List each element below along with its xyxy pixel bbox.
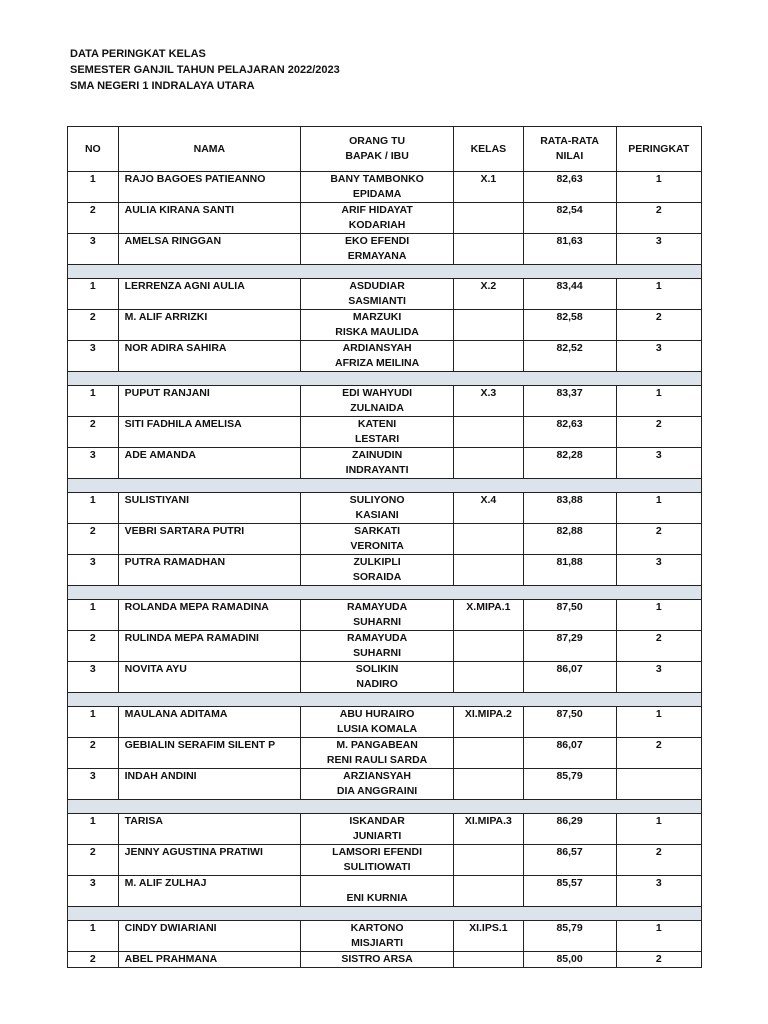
cell-no: 2 — [68, 952, 119, 968]
cell-ibu: DIA ANGGRAINI — [336, 785, 418, 797]
cell-peringkat: 2 — [616, 203, 702, 234]
header-no: NO — [68, 127, 119, 172]
cell-orang-tua — [301, 524, 454, 555]
table-row — [68, 631, 702, 662]
cell-bapak: RAMAYUDA — [346, 632, 408, 644]
cell-bapak: ISKANDAR — [349, 815, 405, 827]
cell-bapak: ZULKIPLI — [353, 556, 401, 568]
header-kelas: KELAS — [454, 127, 524, 172]
table-row — [68, 555, 702, 586]
cell-rata-rata: 82,63 — [523, 172, 616, 203]
cell-nama: ROLANDA MEPA RAMADINA — [118, 600, 300, 631]
cell-orang-tua — [301, 386, 454, 417]
cell-bapak: BANY TAMBONKO — [330, 173, 424, 185]
cell-peringkat: 2 — [616, 952, 702, 968]
table-row — [68, 203, 702, 234]
cell-no: 2 — [68, 845, 119, 876]
cell-peringkat: 2 — [616, 524, 702, 555]
cell-nama: RULINDA MEPA RAMADINI — [118, 631, 300, 662]
cell-rata-rata: 86,07 — [523, 738, 616, 769]
cell-no: 1 — [68, 386, 119, 417]
cell-ibu: KASIANI — [355, 509, 399, 521]
cell-nama: NOVITA AYU — [118, 662, 300, 693]
cell-rata-rata: 82,88 — [523, 524, 616, 555]
cell-bapak: SULIYONO — [349, 494, 405, 506]
cell-nama: LERRENZA AGNI AULIA — [118, 279, 300, 310]
ranking-table — [67, 126, 702, 968]
cell-nama: GEBIALIN SERAFIM SILENT P — [118, 738, 300, 769]
cell-ibu: SUHARNI — [353, 616, 401, 628]
cell-orang-tua — [301, 845, 454, 876]
cell-ibu: ZULNAIDA — [350, 402, 404, 414]
header-rata-line1: RATA-RATA — [540, 135, 599, 147]
cell-nama: VEBRI SARTARA PUTRI — [118, 524, 300, 555]
cell-nama: AMELSA RINGGAN — [118, 234, 300, 265]
cell-peringkat: 3 — [616, 234, 702, 265]
table-row — [68, 448, 702, 479]
cell-orang-tua — [301, 600, 454, 631]
cell-peringkat: 1 — [616, 814, 702, 845]
cell-bapak: KATENI — [357, 418, 397, 430]
cell-kelas — [454, 769, 524, 800]
cell-no: 2 — [68, 310, 119, 341]
header-nama: NAMA — [118, 127, 300, 172]
cell-no: 1 — [68, 279, 119, 310]
cell-rata-rata: 83,44 — [523, 279, 616, 310]
table-row — [68, 417, 702, 448]
cell-no: 2 — [68, 524, 119, 555]
cell-peringkat: 3 — [616, 555, 702, 586]
cell-kelas — [454, 310, 524, 341]
table-row — [68, 341, 702, 372]
cell-peringkat: 1 — [616, 386, 702, 417]
header-rata-rata — [523, 127, 616, 172]
cell-no: 1 — [68, 172, 119, 203]
table-row — [68, 707, 702, 738]
cell-orang-tua — [301, 172, 454, 203]
cell-ibu: LESTARI — [355, 433, 400, 445]
cell-nama: PUPUT RANJANI — [118, 386, 300, 417]
header-peringkat: PERINGKAT — [616, 127, 702, 172]
group-separator — [68, 800, 702, 814]
table-row — [68, 952, 702, 968]
cell-no: 2 — [68, 738, 119, 769]
cell-nama: ADE AMANDA — [118, 448, 300, 479]
cell-kelas: XI.MIPA.3 — [454, 814, 524, 845]
cell-kelas — [454, 876, 524, 907]
cell-kelas — [454, 448, 524, 479]
cell-kelas: X.1 — [454, 172, 524, 203]
header-orang-tua-line2: BAPAK / IBU — [345, 150, 409, 162]
cell-kelas: XI.MIPA.2 — [454, 707, 524, 738]
cell-nama: PUTRA RAMADHAN — [118, 555, 300, 586]
group-separator — [68, 372, 702, 386]
cell-rata-rata: 83,37 — [523, 386, 616, 417]
separator-cell — [68, 265, 702, 279]
cell-peringkat: 3 — [616, 341, 702, 372]
table-header-row — [68, 127, 702, 172]
cell-nama: ABEL PRAHMANA — [118, 952, 300, 968]
cell-kelas — [454, 234, 524, 265]
cell-orang-tua — [301, 631, 454, 662]
cell-ibu: MISJIARTI — [351, 937, 404, 949]
cell-orang-tua — [301, 493, 454, 524]
cell-peringkat: 2 — [616, 845, 702, 876]
cell-bapak: RAMAYUDA — [346, 601, 408, 613]
cell-no: 3 — [68, 555, 119, 586]
cell-kelas: X.3 — [454, 386, 524, 417]
cell-orang-tua — [301, 738, 454, 769]
cell-no: 2 — [68, 417, 119, 448]
cell-ibu: SORAIDA — [352, 571, 402, 583]
cell-ibu: RENI RAULI SARDA — [326, 754, 428, 766]
cell-ibu: SULITIOWATI — [343, 861, 411, 873]
cell-rata-rata: 85,57 — [523, 876, 616, 907]
cell-kelas — [454, 952, 524, 968]
cell-nama: JENNY AGUSTINA PRATIWI — [118, 845, 300, 876]
cell-bapak: EKO EFENDI — [344, 235, 410, 247]
separator-cell — [68, 586, 702, 600]
cell-bapak: ARDIANSYAH — [342, 342, 412, 354]
cell-ibu: SUHARNI — [353, 647, 401, 659]
table-row — [68, 493, 702, 524]
cell-kelas — [454, 738, 524, 769]
cell-ibu: SASMIANTI — [348, 295, 406, 307]
table-row — [68, 234, 702, 265]
cell-rata-rata: 85,79 — [523, 921, 616, 952]
cell-no: 3 — [68, 234, 119, 265]
cell-orang-tua — [301, 341, 454, 372]
cell-rata-rata: 81,88 — [523, 555, 616, 586]
cell-rata-rata: 85,79 — [523, 769, 616, 800]
table-row — [68, 662, 702, 693]
table-row — [68, 738, 702, 769]
cell-kelas — [454, 417, 524, 448]
cell-nama: RAJO BAGOES PATIEANNO — [118, 172, 300, 203]
group-separator — [68, 479, 702, 493]
cell-no: 1 — [68, 600, 119, 631]
cell-no: 3 — [68, 769, 119, 800]
cell-ibu: ENI KURNIA — [346, 892, 408, 904]
cell-ibu: ERMAYANA — [347, 250, 407, 262]
cell-bapak: KARTONO — [350, 922, 404, 934]
cell-rata-rata: 82,58 — [523, 310, 616, 341]
document-header — [70, 46, 340, 94]
table-row — [68, 310, 702, 341]
cell-ibu: JUNIARTI — [352, 830, 402, 842]
cell-peringkat — [616, 769, 702, 800]
cell-nama: INDAH ANDINI — [118, 769, 300, 800]
cell-no: 1 — [68, 493, 119, 524]
cell-nama: M. ALIF ZULHAJ — [118, 876, 300, 907]
cell-ibu: RISKA MAULIDA — [335, 326, 419, 338]
header-orang-tua — [301, 127, 454, 172]
header-school: SMA NEGERI 1 INDRALAYA UTARA — [70, 80, 255, 92]
cell-orang-tua — [301, 707, 454, 738]
cell-kelas — [454, 341, 524, 372]
cell-kelas — [454, 203, 524, 234]
group-separator — [68, 693, 702, 707]
cell-kelas: X.2 — [454, 279, 524, 310]
cell-nama: AULIA KIRANA SANTI — [118, 203, 300, 234]
cell-peringkat: 3 — [616, 448, 702, 479]
cell-rata-rata: 86,29 — [523, 814, 616, 845]
cell-ibu: EPIDAMA — [352, 188, 402, 200]
cell-peringkat: 2 — [616, 417, 702, 448]
cell-bapak: LAMSORI EFENDI — [332, 846, 422, 858]
cell-kelas — [454, 555, 524, 586]
table-row — [68, 814, 702, 845]
table-row — [68, 845, 702, 876]
table-body — [68, 172, 702, 968]
cell-orang-tua — [301, 448, 454, 479]
cell-kelas: XI.IPS.1 — [454, 921, 524, 952]
cell-rata-rata: 82,54 — [523, 203, 616, 234]
cell-rata-rata: 82,63 — [523, 417, 616, 448]
cell-peringkat: 3 — [616, 876, 702, 907]
header-title: DATA PERINGKAT KELAS — [70, 48, 206, 60]
cell-bapak: ZAINUDIN — [352, 449, 403, 461]
table-row — [68, 769, 702, 800]
cell-nama: M. ALIF ARRIZKI — [118, 310, 300, 341]
table-row — [68, 172, 702, 203]
cell-kelas — [454, 631, 524, 662]
cell-rata-rata: 87,50 — [523, 707, 616, 738]
group-separator — [68, 907, 702, 921]
cell-bapak: SOLIKIN — [355, 663, 399, 675]
group-separator — [68, 586, 702, 600]
cell-peringkat: 1 — [616, 921, 702, 952]
cell-ibu: VERONITA — [350, 540, 404, 552]
table-row — [68, 524, 702, 555]
header-rata-line2: NILAI — [555, 150, 584, 162]
cell-rata-rata: 86,57 — [523, 845, 616, 876]
cell-nama: MAULANA ADITAMA — [118, 707, 300, 738]
cell-no: 2 — [68, 631, 119, 662]
cell-ibu: NADIRO — [356, 678, 398, 690]
cell-orang-tua — [301, 417, 454, 448]
cell-peringkat: 2 — [616, 738, 702, 769]
cell-rata-rata: 82,52 — [523, 341, 616, 372]
cell-orang-tua — [301, 203, 454, 234]
cell-no: 3 — [68, 448, 119, 479]
cell-bapak: SARKATI — [354, 525, 401, 537]
cell-rata-rata: 81,63 — [523, 234, 616, 265]
cell-ibu: AFRIZA MEILINA — [334, 357, 420, 369]
table-row — [68, 921, 702, 952]
cell-no: 1 — [68, 921, 119, 952]
cell-no: 3 — [68, 341, 119, 372]
cell-kelas — [454, 662, 524, 693]
cell-kelas — [454, 845, 524, 876]
cell-peringkat: 1 — [616, 172, 702, 203]
cell-rata-rata: 87,29 — [523, 631, 616, 662]
separator-cell — [68, 800, 702, 814]
table-row — [68, 600, 702, 631]
cell-nama: TARISA — [118, 814, 300, 845]
table-row — [68, 386, 702, 417]
cell-no: 3 — [68, 876, 119, 907]
separator-cell — [68, 479, 702, 493]
cell-rata-rata: 87,50 — [523, 600, 616, 631]
cell-rata-rata: 83,88 — [523, 493, 616, 524]
cell-bapak: EDI WAHYUDI — [342, 387, 413, 399]
cell-bapak: SISTRO ARSA — [341, 953, 413, 965]
cell-peringkat: 2 — [616, 631, 702, 662]
cell-no: 2 — [68, 203, 119, 234]
cell-peringkat: 1 — [616, 600, 702, 631]
cell-orang-tua — [301, 769, 454, 800]
cell-nama: SITI FADHILA AMELISA — [118, 417, 300, 448]
cell-no: 3 — [68, 662, 119, 693]
cell-kelas: X.MIPA.1 — [454, 600, 524, 631]
table-row — [68, 876, 702, 907]
cell-bapak: ABU HURAIRO — [339, 708, 415, 720]
cell-orang-tua — [301, 814, 454, 845]
cell-nama: NOR ADIRA SAHIRA — [118, 341, 300, 372]
cell-orang-tua — [301, 234, 454, 265]
cell-peringkat: 3 — [616, 662, 702, 693]
header-semester: SEMESTER GANJIL TAHUN PELAJARAN 2022/2023 — [70, 64, 340, 76]
cell-orang-tua — [301, 662, 454, 693]
cell-orang-tua — [301, 921, 454, 952]
cell-nama: CINDY DWIARIANI — [118, 921, 300, 952]
cell-rata-rata: 86,07 — [523, 662, 616, 693]
cell-no: 1 — [68, 707, 119, 738]
cell-orang-tua — [301, 310, 454, 341]
cell-nama: SULISTIYANI — [118, 493, 300, 524]
group-separator — [68, 265, 702, 279]
cell-ibu: KODARIAH — [348, 219, 406, 231]
cell-no: 1 — [68, 814, 119, 845]
cell-peringkat: 1 — [616, 279, 702, 310]
header-orang-tua-line1: ORANG TU — [349, 135, 406, 147]
cell-bapak: M. PANGABEAN — [336, 739, 418, 751]
cell-bapak: MARZUKI — [352, 311, 402, 323]
cell-orang-tua — [301, 876, 454, 907]
cell-ibu: LUSIA KOMALA — [337, 723, 418, 735]
cell-orang-tua — [301, 555, 454, 586]
cell-peringkat: 1 — [616, 707, 702, 738]
cell-ibu: INDRAYANTI — [345, 464, 409, 476]
cell-kelas — [454, 524, 524, 555]
separator-cell — [68, 907, 702, 921]
cell-bapak: ARZIANSYAH — [343, 770, 412, 782]
cell-rata-rata: 85,00 — [523, 952, 616, 968]
cell-bapak: ASDUDIAR — [349, 280, 405, 292]
cell-bapak — [305, 876, 449, 891]
cell-rata-rata: 82,28 — [523, 448, 616, 479]
cell-peringkat: 1 — [616, 493, 702, 524]
table-row — [68, 279, 702, 310]
separator-cell — [68, 372, 702, 386]
separator-cell — [68, 693, 702, 707]
cell-kelas: X.4 — [454, 493, 524, 524]
cell-orang-tua — [301, 952, 454, 968]
cell-peringkat: 2 — [616, 310, 702, 341]
cell-bapak: ARIF HIDAYAT — [341, 204, 413, 216]
cell-orang-tua — [301, 279, 454, 310]
